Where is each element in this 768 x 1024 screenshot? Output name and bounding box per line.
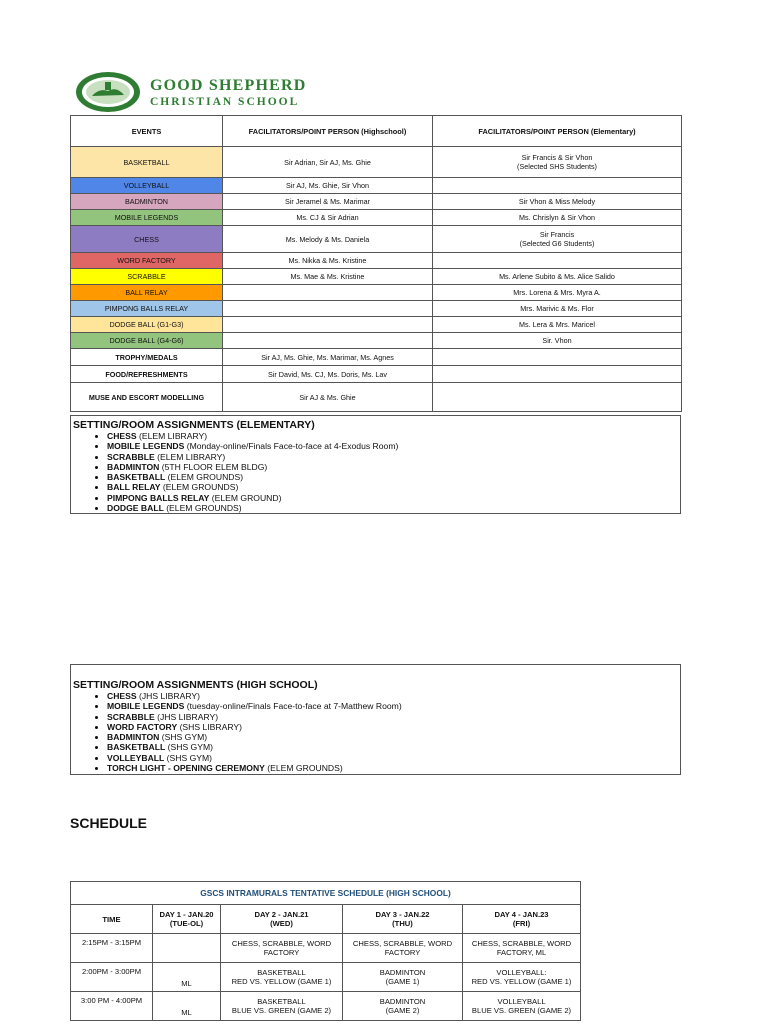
event-cell: SCRABBLE [71,269,223,285]
activity-line2: RED VS. YELLOW (GAME 1) [231,977,332,986]
hs-assignments-list [71,691,680,773]
hs-assignments-box [70,664,681,775]
venue-location: (ELEM GROUNDS) [165,472,244,483]
venue-event-name: DODGE BALL [107,503,164,514]
list-item [107,472,680,482]
elem-facilitator-cell [433,301,682,317]
day2-cell [221,963,343,992]
activity-line1: VOLLEYBALL: [496,968,547,977]
venue-event-name: CHESS [107,691,137,701]
school-header [75,70,375,115]
venue-location: (SHS GYM) [159,732,208,743]
elem-facilitator-line1: Ms. Chrislyn & Sir Vhon [519,213,595,222]
column-header-line2: (THU) [392,919,413,928]
venue-event-name: MOBILE LEGENDS [107,701,185,712]
event-cell: DODGE BALL (G4-G6) [71,333,223,349]
event-cell: BALL RELAY [71,285,223,301]
day1-cell: ML [153,963,221,992]
event-cell: CHESS [71,226,223,253]
list-item [107,493,680,503]
school-name-line1: GOOD SHEPHERD [150,77,307,94]
venue-event-name: MOBILE LEGENDS [107,441,185,452]
list-item [107,482,680,492]
schedule-column-header [71,905,153,934]
schedule-column-header [153,905,221,934]
elem-facilitator-cell [433,178,682,194]
schedule-row [71,934,581,963]
venue-location: (tuesday-online/Finals Face-to-face at 7-Matthew Room) [184,701,402,712]
venue-location: (5TH FLOOR ELEM BLDG) [159,461,268,472]
activity-line1: CHESS, SCRABBLE, WORD [231,939,332,948]
venue-event-name: PIMPONG BALLS RELAY [107,492,210,503]
venue-event-name: BASKETBALL [107,742,166,753]
elem-facilitator-cell [433,349,682,366]
venue-location: (ELEM GROUNDS) [163,503,242,514]
schedule-table [70,881,581,1021]
schedule-column-header-row [71,905,581,934]
elem-facilitator-cell [433,366,682,383]
activity-line1: VOLLEYBALL [497,997,546,1006]
column-header-line1: DAY 2 - JAN.21 [254,910,309,919]
school-name-line2: CHRISTIAN SCHOOL [150,96,300,108]
hs-assignments-title: SETTING/ROOM ASSIGNMENTS (HIGH SCHOOL) [73,679,318,691]
venue-location: (ELEM GROUNDS) [264,763,343,774]
table-row [71,333,682,349]
event-cell: MOBILE LEGENDS [71,210,223,226]
activity-line1: BASKETBALL [257,968,306,977]
venue-event-name: BADMINTON [107,461,160,472]
schedule-caption: GSCS INTRAMURALS TENTATIVE SCHEDULE (HIGH SCHOOL) [71,882,581,905]
list-item [107,691,680,701]
school-seal-icon [75,70,141,114]
list-item [107,712,680,722]
header-facilitators-hs: FACILITATORS/POINT PERSON (Highschool) [223,116,433,147]
hs-facilitator-cell: Ms. CJ & Sir Adrian [223,210,433,226]
table-row [71,383,682,412]
table-row [71,210,682,226]
venue-location: (ELEM GROUND) [209,492,282,503]
list-item [107,503,680,513]
venue-event-name: BADMINTON [107,732,160,743]
school-name [150,78,307,109]
elem-facilitator-cell [433,210,682,226]
day4-cell [463,934,581,963]
events-facilitators-table [70,115,682,412]
activity-line2: FACTORY [384,948,421,957]
table-row [71,349,682,366]
activity-line1: CHESS, SCRABBLE, WORD [471,939,572,948]
elem-facilitator-line1: Mrs. Lorena & Mrs. Myra A. [513,288,601,297]
venue-event-name: TORCH LIGHT - OPENING CEREMONY [107,763,265,774]
hs-facilitator-cell: Sir Jeramel & Ms. Marimar [223,194,433,210]
elem-facilitator-line1: Sir. Vhon [542,336,572,345]
hs-facilitator-cell [223,317,433,333]
day1-cell [153,934,221,963]
list-item [107,722,680,732]
table-row [71,178,682,194]
schedule-column-header [221,905,343,934]
elem-assignments-box [70,415,681,514]
table-header-row [71,116,682,147]
elem-facilitator-cell [433,285,682,301]
day1-cell: ML [153,992,221,1021]
venue-event-name: BASKETBALL [107,472,166,483]
venue-event-name: SCRABBLE [107,711,155,722]
day3-cell [343,963,463,992]
table-row [71,253,682,269]
schedule-row [71,992,581,1021]
elem-facilitator-line1: Ms. Arlene Subito & Ms. Alice Salido [499,272,615,281]
day4-cell [463,963,581,992]
day2-cell [221,934,343,963]
hs-facilitator-cell [223,333,433,349]
hs-facilitator-cell [223,285,433,301]
venue-event-name: BALL RELAY [107,482,161,493]
list-item [107,431,680,441]
schedule-column-header [463,905,581,934]
elem-facilitator-line1: Ms. Lera & Mrs. Maricel [519,320,595,329]
event-cell: DODGE BALL (G1-G3) [71,317,223,333]
event-cell: MUSE AND ESCORT MODELLING [71,383,223,412]
column-header-line2: (WED) [270,919,293,928]
header-events: EVENTS [71,116,223,147]
schedule-row [71,963,581,992]
activity-line1: BASKETBALL [257,997,306,1006]
activity-line2: RED VS. YELLOW (GAME 1) [471,977,572,986]
elem-facilitator-line1: Sir Francis & Sir Vhon [521,153,593,162]
elem-facilitator-line2: (Selected SHS Students) [517,162,597,171]
list-item [107,742,680,752]
activity-line2: BLUE VS. GREEN (GAME 2) [231,1006,332,1015]
time-cell: 2:00PM - 3:00PM [71,963,153,992]
event-cell: FOOD/REFRESHMENTS [71,366,223,383]
event-cell: WORD FACTORY [71,253,223,269]
activity-line1: BADMINTON [379,997,426,1006]
venue-event-name: CHESS [107,431,137,441]
hs-facilitator-cell: Sir Adrian, Sir AJ, Ms. Ghie [223,147,433,178]
header-facilitators-elem: FACILITATORS/POINT PERSON (Elementary) [433,116,682,147]
list-item [107,452,680,462]
venue-location: (Monday-online/Finals Face-to-face at 4-Exodus Room) [184,441,399,452]
venue-location: (SHS LIBRARY) [177,721,242,732]
event-cell: TROPHY/MEDALS [71,349,223,366]
list-item [107,701,680,711]
elem-facilitator-cell [433,269,682,285]
day4-cell [463,992,581,1021]
table-row [71,317,682,333]
elem-facilitator-line1: Sir Vhon & Miss Melody [518,197,596,206]
hs-facilitator-cell: Ms. Melody & Ms. Daniela [223,226,433,253]
elem-facilitator-cell [433,383,682,412]
table-row [71,269,682,285]
table-row [71,285,682,301]
column-header-line1: DAY 4 - JAN.23 [494,910,549,919]
column-header-line2: (FRI) [512,919,531,928]
elem-facilitator-cell [433,194,682,210]
venue-location: (JHS LIBRARY) [154,711,219,722]
time-cell: 3:00 PM - 4:00PM [71,992,153,1021]
column-header-line1: DAY 3 - JAN.22 [375,910,430,919]
hs-facilitator-cell: Ms. Mae & Ms. Kristine [223,269,433,285]
elem-facilitator-cell [433,333,682,349]
schedule-heading: SCHEDULE [70,815,148,831]
day2-cell [221,992,343,1021]
elem-facilitator-cell [433,317,682,333]
event-cell: PIMPONG BALLS RELAY [71,301,223,317]
activity-line1: BADMINTON [379,968,426,977]
list-item [107,753,680,763]
table-row [71,194,682,210]
time-cell: 2:15PM - 3:15PM [71,934,153,963]
venue-location: (ELEM GROUNDS) [160,482,239,493]
schedule-caption-row [71,882,581,905]
venue-location: (SHS GYM) [164,752,213,763]
elem-facilitator-line1: Sir Francis [539,230,575,239]
activity-line2: (GAME 1) [385,977,420,986]
elem-assignments-list [71,431,680,513]
venue-event-name: SCRABBLE [107,451,155,462]
venue-event-name: WORD FACTORY [107,721,178,732]
hs-facilitator-cell [223,301,433,317]
table-row [71,366,682,383]
hs-facilitator-cell: Sir AJ, Ms. Ghie, Ms. Marimar, Ms. Agnes [223,349,433,366]
elem-assignments-title: SETTING/ROOM ASSIGNMENTS (ELEMENTARY) [73,419,315,431]
table-row [71,301,682,317]
hs-facilitator-cell: Sir AJ, Ms. Ghie, Sir Vhon [223,178,433,194]
venue-location: (SHS GYM) [165,742,213,753]
list-item [107,462,680,472]
hs-facilitator-cell: Sir AJ & Ms. Ghie [223,383,433,412]
column-header-line1: TIME [102,914,121,924]
event-cell: VOLLEYBALL [71,178,223,194]
schedule-column-header [343,905,463,934]
day3-cell [343,992,463,1021]
venue-event-name: VOLLEYBALL [107,752,165,763]
day3-cell [343,934,463,963]
activity-line2: BLUE VS. GREEN (GAME 2) [471,1006,572,1015]
elem-facilitator-line2: (Selected G6 Students) [519,239,595,248]
venue-location: (ELEM LIBRARY) [154,451,226,462]
venue-location: (ELEM LIBRARY) [136,431,208,441]
elem-facilitator-cell [433,226,682,253]
hs-facilitator-cell: Ms. Nikka & Ms. Kristine [223,253,433,269]
activity-line2: FACTORY, ML [496,948,547,957]
column-header-line2: (TUE-OL) [169,919,204,928]
activity-line1: CHESS, SCRABBLE, WORD [352,939,453,948]
event-cell: BADMINTON [71,194,223,210]
event-cell: BASKETBALL [71,147,223,178]
activity-line2: FACTORY [263,948,300,957]
activity-line2: (GAME 2) [385,1006,420,1015]
table-row [71,147,682,178]
elem-facilitator-line1: Mrs. Marivic & Ms. Flor [520,304,594,313]
list-item [107,763,680,773]
venue-location: (JHS LIBRARY) [136,691,200,701]
hs-facilitator-cell: Sir David, Ms. CJ, Ms. Doris, Ms. Lav [223,366,433,383]
list-item [107,732,680,742]
list-item [107,441,680,451]
elem-facilitator-cell [433,253,682,269]
table-row [71,226,682,253]
column-header-line1: DAY 1 - JAN.20 [159,910,214,919]
elem-facilitator-cell [433,147,682,178]
